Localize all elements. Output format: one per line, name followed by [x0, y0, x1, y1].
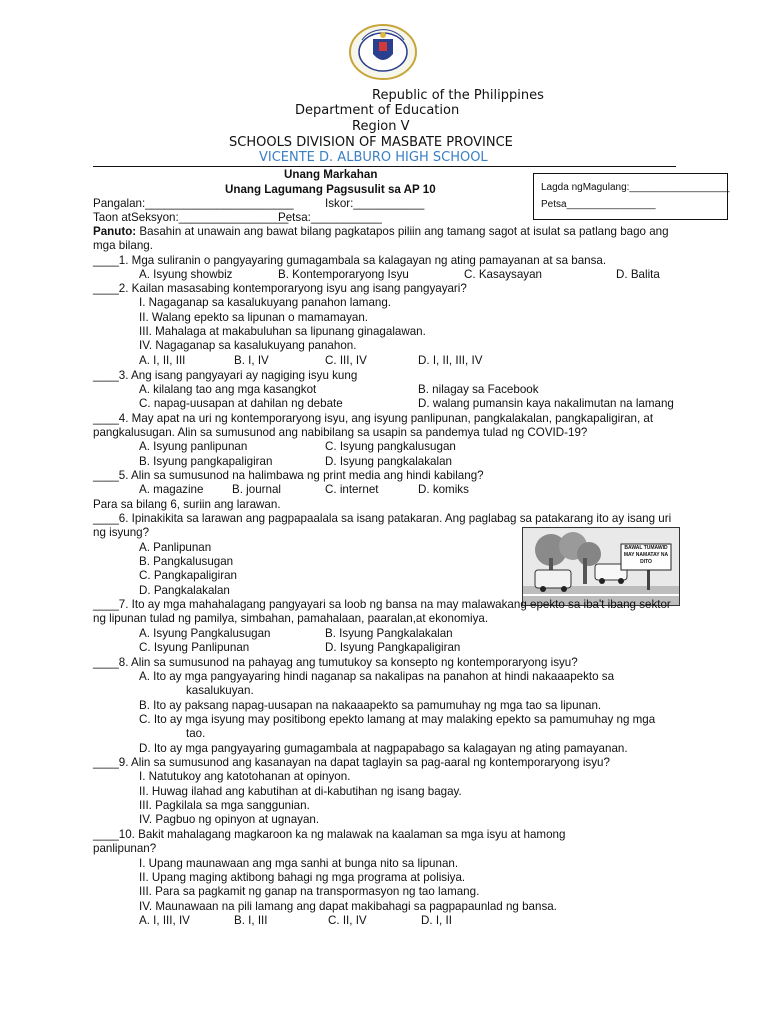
header-divider [93, 166, 676, 167]
question-4: ____4. May apat na uri ng kontemporaryong isyu, ang isyung panlipunan, pangkalakalan, pangkapaligiran, at [93, 412, 654, 425]
q4-choice-c: C. Isyung pangkalusugan [325, 440, 456, 453]
q10-choice-a: A. I, III, IV [139, 914, 190, 927]
q2-choice-c: C. III, IV [325, 354, 367, 367]
exam-quarter: Unang Markahan [284, 168, 378, 181]
question-6-cont: ng isyung? [93, 526, 150, 539]
q2-choice-a: A. I, II, III [139, 354, 186, 367]
parent-signature-line: Lagda ngMagulang:__________________ [541, 182, 730, 193]
question-5: ____5. Alin sa sumusunod na halimbawa ng print media ang hindi kabilang? [93, 469, 484, 482]
header-region: Region V [352, 119, 410, 134]
header-school: VICENTE D. ALBURO HIGH SCHOOL [259, 150, 488, 165]
q4-choice-b: B. Isyung pangkapaligiran [139, 455, 273, 468]
q8-choice-c: C. Ito ay mga isyung may positibong epekto lamang at may malaking epekto sa pamumuhay ng mga [139, 713, 656, 726]
q10-choice-b: B. I, III [234, 914, 268, 927]
instructions-text: Basahin at unawain ang bawat bilang pagkatapos piliin ang tamang sagot at isulat sa patlang bago ang [136, 225, 669, 238]
q3-choice-a: A. kilalang tao ang mga kasangkot [139, 383, 317, 396]
q3-choice-c: C. napag-uusapan at dahilan ng debate [139, 397, 343, 410]
instructions [93, 225, 669, 239]
picture-instruction: Para sa bilang 6, suriin ang larawan. [93, 498, 281, 511]
q9-item-4: IV. Pagbuo ng opinyon at ugnayan. [139, 813, 320, 826]
q10-choice-d: D. I, II [421, 914, 452, 927]
q4-choice-d: D. Isyung pangkalakalan [325, 455, 452, 468]
parent-signature-date: Petsa________________ [541, 199, 656, 210]
q9-item-2: II. Huwag ilahad ang kabutihan at di-kabutihan ng isang bagay. [139, 785, 462, 798]
q6-choice-d: D. Pangkalakalan [139, 584, 230, 597]
year-section-field[interactable]: Taon atSeksyon:_________________ [93, 211, 289, 224]
road-sign-picture [522, 527, 680, 606]
q10-choice-c: C. II, IV [328, 914, 367, 927]
q7-choice-a: A. Isyung Pangkalusugan [139, 627, 271, 640]
header-republic: Republic of the Philippines [372, 88, 544, 103]
question-2: ____2. Kailan masasabing kontemporaryong isyu ang isang pangyayari? [93, 282, 467, 295]
q8-choice-a: A. Ito ay mga pangyayaring hindi naganap sa nakalipas na panahon at hindi nakaaapekto sa [139, 670, 615, 683]
q3-choice-d: D. walang pumansin kaya nakalimutan na lamang [418, 397, 674, 410]
road-sign-text: BAWAL TUMAWID MAY NAMATAY NA DITO [623, 545, 669, 565]
q10-item-4: IV. Maunawaan na pili lamang ang dapat makibahagi sa pagpapaunlad ng bansa. [139, 900, 557, 913]
q1-choice-c: C. Kasaysayan [464, 268, 542, 281]
q5-choice-b: B. journal [232, 483, 281, 496]
q8-choice-c-cont: tao. [186, 727, 206, 740]
instructions-label: Panuto: [93, 225, 137, 238]
header-division: SCHOOLS DIVISION OF MASBATE PROVINCE [229, 135, 513, 150]
q7-choice-d: D. Isyung Pangkapaligiran [325, 641, 461, 654]
question-3: ____3. Ang isang pangyayari ay nagiging isyu kung [93, 369, 358, 382]
question-4-cont: pangkalusugan. Alin sa sumusunod ang nabibilang sa usapin sa pandemya tulad ng COVID-19? [93, 426, 588, 439]
q10-item-2: II. Upang maging aktibong bahagi ng mga programa at polisiya. [139, 871, 466, 884]
q8-choice-b: B. Ito ay paksang napag-uusapan na nakaaapekto sa pamumuhay ng mga tao sa lipunan. [139, 699, 602, 712]
q5-choice-a: A. magazine [139, 483, 204, 496]
question-9: ____9. Alin sa sumusunod ang kasanayan na dapat taglayin sa pag-aaral ng kontemporaryong isyu? [93, 756, 610, 769]
date-field[interactable]: Petsa:___________ [278, 211, 382, 224]
q3-choice-b: B. nilagay sa Facebook [418, 383, 539, 396]
question-6: ____6. Ipinakikita sa larawan ang pagpapaalala sa isang patakaran. Ang paglabag sa patakarang ito ay isang uri [93, 512, 672, 525]
q2-item-3: III. Mahalaga at makabuluhan sa lipunang ginagalawan. [139, 325, 426, 338]
question-1: ____1. Mga suliranin o pangyayaring gumagambala sa kalagayan ng ating pamayanan at sa bansa. [93, 254, 607, 267]
question-8: ____8. Alin sa sumusunod na pahayag ang tumutukoy sa konsepto ng kontemporaryong isyu? [93, 656, 578, 669]
name-field[interactable]: Pangalan:_______________________ [93, 197, 294, 210]
q8-choice-d: D. Ito ay mga pangyayaring gumagambala at nagpapabago sa kalagayan ng ating pamayanan. [139, 742, 628, 755]
q2-item-4: IV. Nagaganap sa kasalukuyang panahon. [139, 339, 357, 352]
q9-item-3: III. Pagkilala sa mga sanggunian. [139, 799, 310, 812]
q7-choice-c: C. Isyung Panlipunan [139, 641, 250, 654]
question-7-cont: ng lipunan tulad ng pamilya, simbahan, pamahalaan, paaralan,at ekonomiya. [93, 612, 489, 625]
q6-choice-c: C. Pangkapaligiran [139, 569, 237, 582]
question-7: ____7. Ito ay mga mahahalagang pangyayari sa loob ng bansa na may malawakang epekto sa iba't ibang sektor [93, 598, 671, 611]
q6-choice-a: A. Panlipunan [139, 541, 212, 554]
q10-item-1: I. Upang maunawaan ang mga sanhi at bunga nito sa lipunan. [139, 857, 459, 870]
exam-title: Unang Lagumang Pagsusulit sa AP 10 [225, 183, 436, 196]
q2-choice-b: B. I, IV [234, 354, 269, 367]
q10-item-3: III. Para sa pagkamit ng ganap na transpormasyon ng tao lamang. [139, 885, 480, 898]
q1-choice-d: D. Balita [616, 268, 660, 281]
q1-choice-a: A. Isyung showbiz [139, 268, 233, 281]
score-field[interactable]: Iskor:___________ [325, 197, 425, 210]
instructions-text-2: mga bilang. [93, 239, 153, 252]
q8-choice-a-cont: kasalukuyan. [186, 684, 254, 697]
question-10: ____10. Bakit mahalagang magkaroon ka ng malawak na kaalaman sa mga isyu at hamong [93, 828, 566, 841]
q2-item-2: II. Walang epekto sa lipunan o mamamayan. [139, 311, 368, 324]
q5-choice-d: D. komiks [418, 483, 469, 496]
deped-seal-logo [348, 24, 418, 80]
q6-choice-b: B. Pangkalusugan [139, 555, 234, 568]
parent-signature-box [533, 173, 728, 220]
q2-item-1: I. Nagaganap sa kasalukuyang panahon lamang. [139, 296, 392, 309]
header-department: Department of Education [295, 103, 460, 118]
question-10-cont: panlipunan? [93, 842, 157, 855]
q7-choice-b: B. Isyung Pangkalakalan [325, 627, 453, 640]
q4-choice-a: A. Isyung panlipunan [139, 440, 248, 453]
q9-item-1: I. Natutukoy ang katotohanan at opinyon. [139, 770, 351, 783]
q1-choice-b: B. Kontemporaryong Isyu [278, 268, 409, 281]
q2-choice-d: D. I, II, III, IV [418, 354, 483, 367]
q5-choice-c: C. internet [325, 483, 379, 496]
